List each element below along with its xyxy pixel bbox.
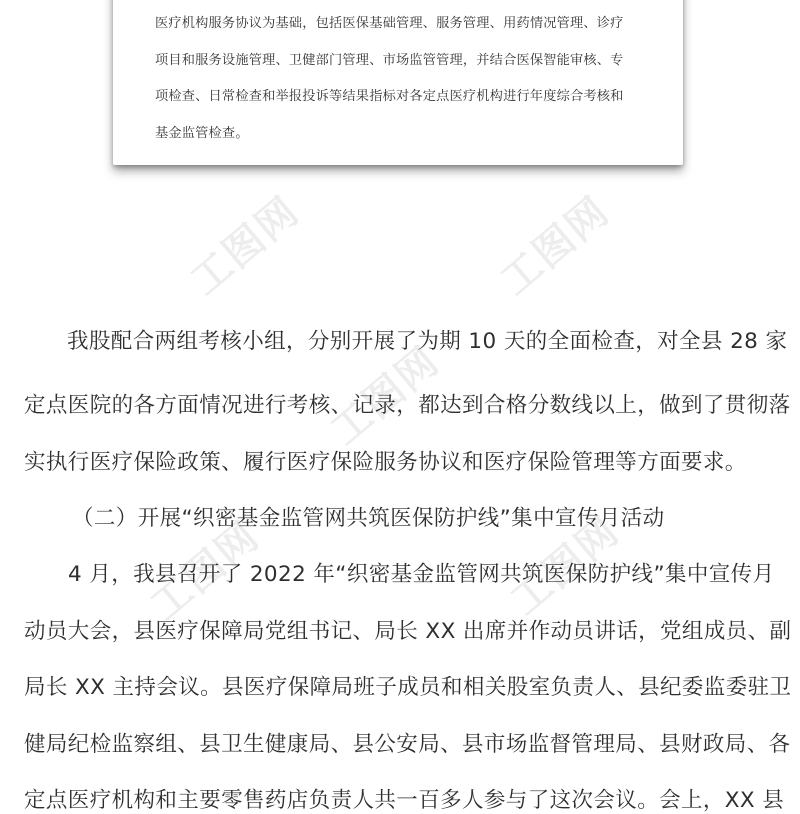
- card-paragraph: [155, 6, 650, 153]
- card-line: 项检查、日常检查和举报投诉等结果指标对各定点医疗机构进行年度综合考核和: [155, 89, 624, 105]
- quoted-card: [113, 0, 683, 165]
- paragraph-line: 定点医院的各方面情况进行考核、记录，都达到合格分数线以上，做到了贯彻落: [24, 393, 791, 418]
- watermark-logo: 工图网: [322, 338, 449, 455]
- section-heading: （二）开展“织密基金监管网共筑医保防护线”集中宣传月活动: [72, 506, 665, 531]
- paragraph-line: 健局纪检监察组、县卫生健康局、县公安局、县市场监督管理局、县财政局、各: [24, 732, 791, 757]
- paragraph-line: 定点医疗机构和主要零售药店负责人共一百多人参与了这次会议。会上，XX 县: [24, 788, 785, 813]
- paragraph-line: 动员大会，县医疗保障局党组书记、局长 XX 出席并作动员讲话，党组成员、副: [24, 619, 792, 644]
- card-line: 基金监管检查。: [155, 126, 249, 142]
- paragraph-line: 4 月，我县召开了 2022 年“织密基金监管网共筑医保防护线”集中宣传月: [68, 562, 775, 587]
- watermark-logo: 工图网: [142, 513, 269, 630]
- watermark-logo: 工图网: [492, 188, 619, 305]
- card-line: 医疗机构服务协议为基础，包括医保基础管理、服务管理、用药情况管理、诊疗: [155, 16, 624, 31]
- paragraph-line: 实执行医疗保险政策、履行医疗保险服务协议和医疗保险管理等方面要求。: [24, 450, 747, 475]
- watermark-logo: 工图网: [502, 508, 629, 625]
- watermark-logo: 工图网: [182, 188, 309, 305]
- card-line: 项目和服务设施管理、卫健部门管理、市场监管管理，并结合医保智能审核、专: [155, 52, 624, 68]
- paragraph-line: 局长 XX 主持会议。县医疗保障局班子成员和相关股室负责人、县纪委监委驻卫: [24, 675, 792, 700]
- paragraph-line: 我股配合两组考核小组，分别开展了为期 10 天的全面检查，对全县 28 家: [67, 329, 788, 354]
